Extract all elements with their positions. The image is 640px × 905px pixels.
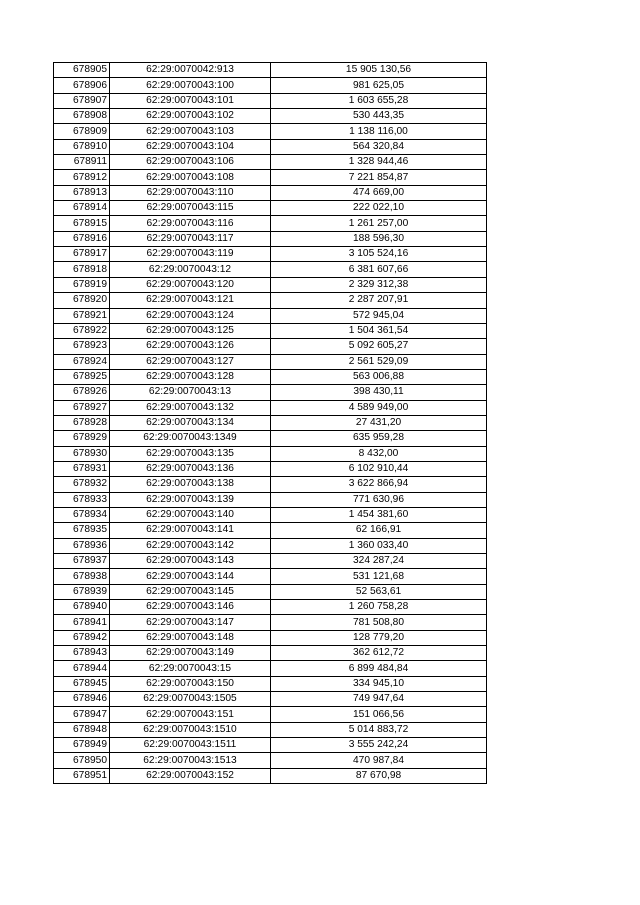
value-cell: 474 669,00 [271,185,487,200]
cadastral-number-cell: 62:29:0070043:135 [110,446,271,461]
row-number-cell: 678928 [54,415,110,430]
cadastral-number-cell: 62:29:0070043:102 [110,109,271,124]
cadastral-number-cell: 62:29:0070043:126 [110,339,271,354]
table-row [54,646,487,661]
value-cell: 2 287 207,91 [271,293,487,308]
value-cell: 3 622 866,94 [271,477,487,492]
cadastral-number-cell: 62:29:0070043:141 [110,523,271,538]
table-row [54,170,487,185]
table-row [54,753,487,768]
table-row [54,201,487,216]
cadastral-number-cell: 62:29:0070043:1511 [110,738,271,753]
table-row [54,415,487,430]
table-row [54,369,487,384]
value-cell: 2 329 312,38 [271,277,487,292]
cadastral-number-cell: 62:29:0070043:103 [110,124,271,139]
cadastral-number-cell: 62:29:0070043:140 [110,507,271,522]
value-cell: 1 260 758,28 [271,600,487,615]
cadastral-number-cell: 62:29:0070043:106 [110,155,271,170]
value-cell: 530 443,35 [271,109,487,124]
table-row [54,63,487,78]
row-number-cell: 678944 [54,661,110,676]
row-number-cell: 678946 [54,692,110,707]
table-row [54,768,487,783]
value-cell: 1 603 655,28 [271,93,487,108]
cadastral-number-cell: 62:29:0070043:132 [110,400,271,415]
table-row [54,262,487,277]
cadastral-number-cell: 62:29:0070043:142 [110,538,271,553]
row-number-cell: 678916 [54,231,110,246]
table-row [54,124,487,139]
row-number-cell: 678912 [54,170,110,185]
table-row [54,538,487,553]
table-body [54,63,487,784]
cadastral-number-cell: 62:29:0070043:138 [110,477,271,492]
row-number-cell: 678923 [54,339,110,354]
table-row [54,109,487,124]
cadastral-number-cell: 62:29:0070043:147 [110,615,271,630]
row-number-cell: 678945 [54,676,110,691]
row-number-cell: 678924 [54,354,110,369]
table-row [54,569,487,584]
cadastral-number-cell: 62:29:0070043:128 [110,369,271,384]
cadastral-number-cell: 62:29:0070043:149 [110,646,271,661]
value-cell: 572 945,04 [271,308,487,323]
row-number-cell: 678937 [54,554,110,569]
cadastral-number-cell: 62:29:0070043:145 [110,584,271,599]
value-cell: 635 959,28 [271,431,487,446]
value-cell: 564 320,84 [271,139,487,154]
row-number-cell: 678914 [54,201,110,216]
value-cell: 1 138 116,00 [271,124,487,139]
table-row [54,339,487,354]
row-number-cell: 678942 [54,630,110,645]
cadastral-number-cell: 62:29:0070043:1505 [110,692,271,707]
value-cell: 771 630,96 [271,492,487,507]
cadastral-number-cell: 62:29:0070043:119 [110,247,271,262]
row-number-cell: 678911 [54,155,110,170]
value-cell: 128 779,20 [271,630,487,645]
table-row [54,523,487,538]
value-cell: 398 430,11 [271,385,487,400]
value-cell: 531 121,68 [271,569,487,584]
table-row [54,492,487,507]
cadastral-number-cell: 62:29:0070043:12 [110,262,271,277]
table-row [54,231,487,246]
table-row [54,477,487,492]
value-cell: 222 022,10 [271,201,487,216]
table-row [54,323,487,338]
row-number-cell: 678917 [54,247,110,262]
table-row [54,277,487,292]
row-number-cell: 678927 [54,400,110,415]
table-row [54,554,487,569]
row-number-cell: 678941 [54,615,110,630]
row-number-cell: 678943 [54,646,110,661]
table-row [54,661,487,676]
cadastral-number-cell: 62:29:0070043:13 [110,385,271,400]
cadastral-number-cell: 62:29:0070043:152 [110,768,271,783]
value-cell: 87 670,98 [271,768,487,783]
row-number-cell: 678936 [54,538,110,553]
row-number-cell: 678915 [54,216,110,231]
cadastral-number-cell: 62:29:0070043:144 [110,569,271,584]
table-row [54,293,487,308]
row-number-cell: 678921 [54,308,110,323]
row-number-cell: 678950 [54,753,110,768]
row-number-cell: 678951 [54,768,110,783]
value-cell: 62 166,91 [271,523,487,538]
row-number-cell: 678926 [54,385,110,400]
cadastral-number-cell: 62:29:0070043:101 [110,93,271,108]
cadastral-number-cell: 62:29:0070043:115 [110,201,271,216]
value-cell: 3 555 242,24 [271,738,487,753]
table-row [54,507,487,522]
cadastral-number-cell: 62:29:0070043:1510 [110,722,271,737]
cadastral-number-cell: 62:29:0070043:150 [110,676,271,691]
row-number-cell: 678938 [54,569,110,584]
table-row [54,738,487,753]
cadastral-number-cell: 62:29:0070043:110 [110,185,271,200]
row-number-cell: 678948 [54,722,110,737]
value-cell: 27 431,20 [271,415,487,430]
value-cell: 1 360 033,40 [271,538,487,553]
value-cell: 1 454 381,60 [271,507,487,522]
value-cell: 324 287,24 [271,554,487,569]
value-cell: 1 261 257,00 [271,216,487,231]
row-number-cell: 678949 [54,738,110,753]
table-row [54,630,487,645]
table-row [54,615,487,630]
table-row [54,461,487,476]
row-number-cell: 678913 [54,185,110,200]
table-row [54,676,487,691]
row-number-cell: 678925 [54,369,110,384]
cadastral-number-cell: 62:29:0070043:1513 [110,753,271,768]
row-number-cell: 678910 [54,139,110,154]
row-number-cell: 678907 [54,93,110,108]
value-cell: 470 987,84 [271,753,487,768]
cadastral-number-cell: 62:29:0070043:120 [110,277,271,292]
table-row [54,185,487,200]
value-cell: 5 092 605,27 [271,339,487,354]
value-cell: 6 381 607,66 [271,262,487,277]
table-row [54,354,487,369]
cadastral-number-cell: 62:29:0070043:116 [110,216,271,231]
value-cell: 334 945,10 [271,676,487,691]
table-row [54,216,487,231]
cadastral-number-cell: 62:29:0070043:134 [110,415,271,430]
cadastral-number-cell: 62:29:0070043:121 [110,293,271,308]
value-cell: 7 221 854,87 [271,170,487,185]
table-row [54,600,487,615]
value-cell: 749 947,64 [271,692,487,707]
row-number-cell: 678939 [54,584,110,599]
table-row [54,584,487,599]
cadastral-number-cell: 62:29:0070043:124 [110,308,271,323]
table-row [54,247,487,262]
table-row [54,722,487,737]
cadastral-number-cell: 62:29:0070043:104 [110,139,271,154]
cadastral-number-cell: 62:29:0070043:143 [110,554,271,569]
value-cell: 981 625,05 [271,78,487,93]
table-row [54,93,487,108]
value-cell: 15 905 130,56 [271,63,487,78]
value-cell: 4 589 949,00 [271,400,487,415]
row-number-cell: 678931 [54,461,110,476]
row-number-cell: 678905 [54,63,110,78]
table-row [54,385,487,400]
row-number-cell: 678919 [54,277,110,292]
cadastral-number-cell: 62:29:0070043:139 [110,492,271,507]
table-row [54,308,487,323]
table-row [54,78,487,93]
row-number-cell: 678918 [54,262,110,277]
row-number-cell: 678935 [54,523,110,538]
value-cell: 1 328 944,46 [271,155,487,170]
cadastral-value-table [53,62,487,784]
row-number-cell: 678947 [54,707,110,722]
table-row [54,400,487,415]
cadastral-number-cell: 62:29:0070043:148 [110,630,271,645]
table-row [54,707,487,722]
value-cell: 6 899 484,84 [271,661,487,676]
cadastral-number-cell: 62:29:0070043:136 [110,461,271,476]
table-row [54,446,487,461]
value-cell: 8 432,00 [271,446,487,461]
cadastral-number-cell: 62:29:0070043:100 [110,78,271,93]
row-number-cell: 678930 [54,446,110,461]
value-cell: 188 596,30 [271,231,487,246]
value-cell: 362 612,72 [271,646,487,661]
value-cell: 2 561 529,09 [271,354,487,369]
value-cell: 5 014 883,72 [271,722,487,737]
cadastral-number-cell: 62:29:0070043:127 [110,354,271,369]
cadastral-number-cell: 62:29:0070043:15 [110,661,271,676]
value-cell: 151 066,56 [271,707,487,722]
cadastral-number-cell: 62:29:0070043:146 [110,600,271,615]
cadastral-number-cell: 62:29:0070042:913 [110,63,271,78]
value-cell: 6 102 910,44 [271,461,487,476]
row-number-cell: 678934 [54,507,110,522]
row-number-cell: 678908 [54,109,110,124]
cadastral-number-cell: 62:29:0070043:151 [110,707,271,722]
row-number-cell: 678922 [54,323,110,338]
cadastral-number-cell: 62:29:0070043:108 [110,170,271,185]
row-number-cell: 678920 [54,293,110,308]
table-row [54,139,487,154]
value-cell: 563 006,88 [271,369,487,384]
value-cell: 1 504 361,54 [271,323,487,338]
row-number-cell: 678909 [54,124,110,139]
table-row [54,155,487,170]
table-row [54,431,487,446]
row-number-cell: 678906 [54,78,110,93]
cadastral-number-cell: 62:29:0070043:117 [110,231,271,246]
value-cell: 52 563,61 [271,584,487,599]
row-number-cell: 678933 [54,492,110,507]
table-row [54,692,487,707]
row-number-cell: 678940 [54,600,110,615]
value-cell: 781 508,80 [271,615,487,630]
cadastral-number-cell: 62:29:0070043:1349 [110,431,271,446]
value-cell: 3 105 524,16 [271,247,487,262]
cadastral-number-cell: 62:29:0070043:125 [110,323,271,338]
row-number-cell: 678929 [54,431,110,446]
row-number-cell: 678932 [54,477,110,492]
